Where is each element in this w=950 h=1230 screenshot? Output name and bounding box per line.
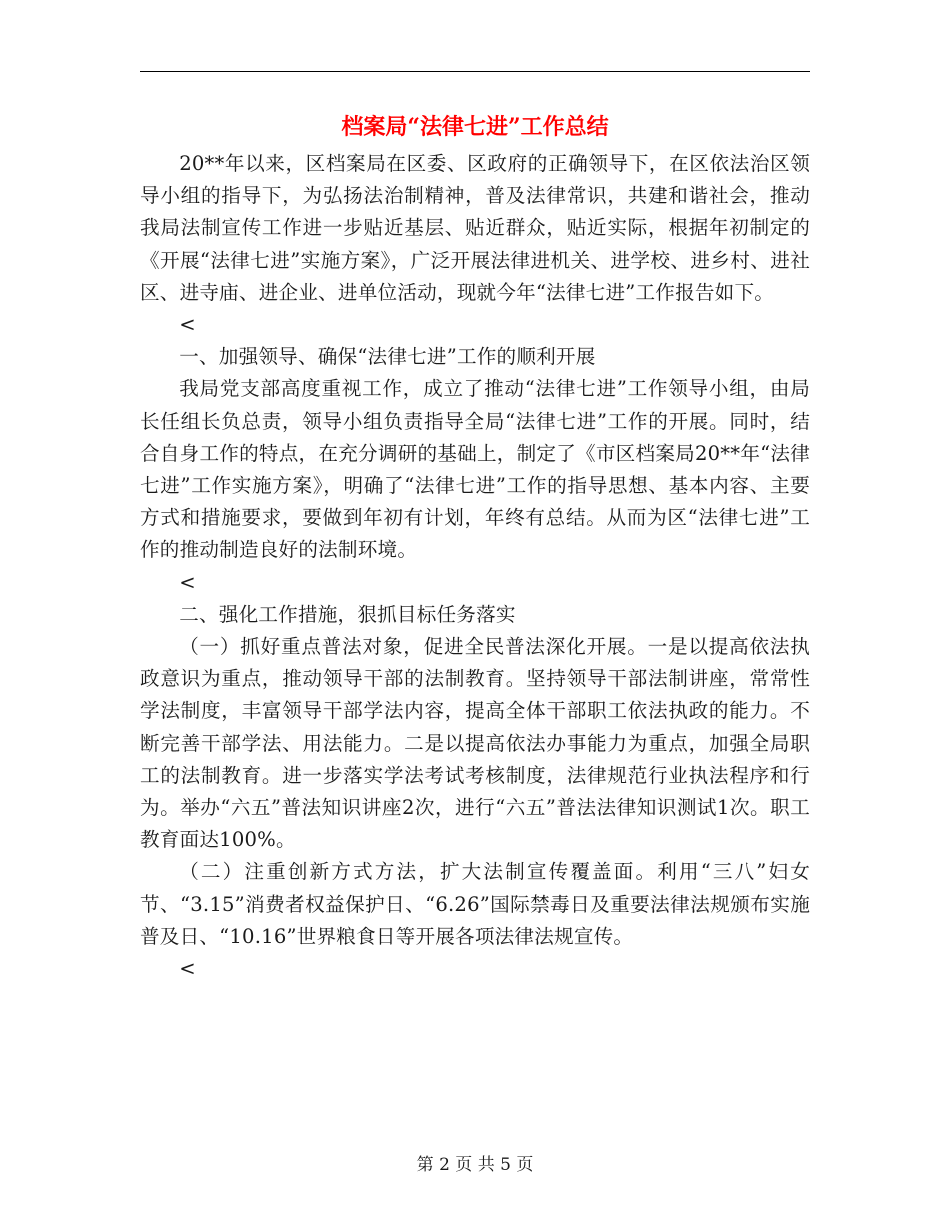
section-heading-2: 二、强化工作措施，狠抓目标任务落实 bbox=[179, 602, 516, 626]
intro-paragraph: 20**年以来，区档案局在区委、区政府的正确领导下，在区依法治区领导小组的指导下，为弘扬法治制精神，普及法律常识，共建和谐社会，推动我局法制宣传工作进一步贴近基层、贴近群众，贴近实际，根据年初制定的《开展“法律七进”实施方案》，广泛开展法律进机关、进学校、进乡村、进社区、进寺庙、进企业、进单位活动，现就今年“法律七进”工作报告如下。 bbox=[140, 152, 810, 304]
chevron-mark: < bbox=[179, 570, 196, 594]
subsection-1-paragraph: （一）抓好重点普法对象，促进全民普法深化开展。一是以提高依法执政意识为重点，推动领导干部的法制教育。坚持领导干部法制讲座，常常性学法制度，丰富领导干部学法内容，提高全体干部职工依法执政的能力。不断完善干部学法、用法能力。二是以提高依法办事能力为重点，加强全局职工的法制教育。进一步落实学法考试考核制度，法律规范行业执法程序和行为。举办“六五”普法知识讲座2次，进行“六五”普法法律知识测试1次。职工教育面达100%。 bbox=[140, 635, 810, 852]
document-body bbox=[140, 148, 810, 985]
document-title: 档案局“法律七进”工作总结 bbox=[341, 114, 609, 140]
subsection-2-paragraph: （二）注重创新方式方法，扩大法制宣传覆盖面。利用“三八”妇女节、“3.15”消费者权益保护日、“6.26”国际禁毒日及重要法律法规颁布实施普及日、“10.16”世界粮食日等开展各项法律法规宣传。 bbox=[140, 860, 810, 948]
chevron-mark: < bbox=[179, 313, 196, 337]
header-rule bbox=[140, 71, 810, 72]
section-heading-1: 一、加强领导、确保“法律七进”工作的顺利开展 bbox=[179, 345, 596, 369]
section-1-paragraph: 我局党支部高度重视工作，成立了推动“法律七进”工作领导小组，由局长任组长负总责，领导小组负责指导全局“法律七进”工作的开展。同时，结合自身工作的特点，在充分调研的基础上，制定了《市区档案局20**年“法律七进”工作实施方案》，明确了“法律七进”工作的指导思想、基本内容、主要方式和措施要求，要做到年初有计划，年终有总结。从而为区“法律七进”工作的推动制造良好的法制环境。 bbox=[140, 377, 810, 562]
page-number: 第 2 页 共 5 页 bbox=[416, 1155, 534, 1175]
chevron-mark: < bbox=[179, 957, 196, 981]
